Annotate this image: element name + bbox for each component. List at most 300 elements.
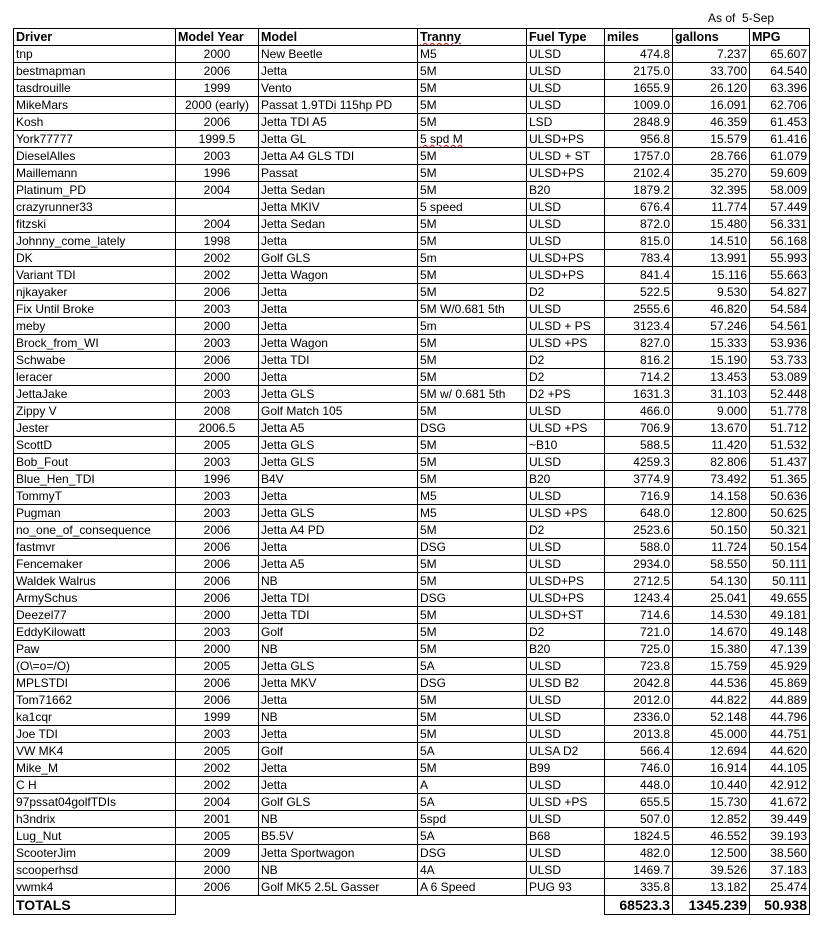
miles-cell[interactable]: 1631.3 — [605, 386, 673, 403]
driver-cell[interactable]: Brock_from_WI — [14, 335, 176, 352]
model-cell[interactable]: Jetta — [259, 777, 418, 794]
fuel-type-cell[interactable]: ~B10 — [527, 437, 605, 454]
tranny-cell[interactable]: DSG — [418, 420, 527, 437]
gallons-cell[interactable]: 26.120 — [673, 80, 750, 97]
tranny-cell[interactable]: 5M — [418, 63, 527, 80]
tranny-cell[interactable] — [418, 131, 527, 148]
model-cell[interactable]: Jetta A4 GLS TDI — [259, 148, 418, 165]
model-year-cell[interactable]: 2006 — [176, 573, 259, 590]
miles-cell[interactable]: 2523.6 — [605, 522, 673, 539]
miles-cell[interactable]: 815.0 — [605, 233, 673, 250]
model-cell[interactable]: Jetta — [259, 539, 418, 556]
totals-gallons[interactable]: 1345.239 — [673, 896, 750, 915]
driver-cell[interactable]: EddyKilowatt — [14, 624, 176, 641]
model-year-cell[interactable]: 2002 — [176, 760, 259, 777]
miles-cell[interactable]: 725.0 — [605, 641, 673, 658]
driver-cell[interactable]: Bob_Fout — [14, 454, 176, 471]
miles-cell[interactable]: 3123.4 — [605, 318, 673, 335]
gallons-cell[interactable]: 11.724 — [673, 539, 750, 556]
driver-cell[interactable]: (O\=o=/O) — [14, 658, 176, 675]
model-year-cell[interactable]: 2000 — [176, 862, 259, 879]
model-year-cell[interactable]: 2003 — [176, 505, 259, 522]
model-year-cell[interactable] — [176, 199, 259, 216]
model-cell[interactable]: NB — [259, 811, 418, 828]
fuel-type-cell[interactable]: D2 — [527, 624, 605, 641]
mpg-cell[interactable]: 45.929 — [750, 658, 810, 675]
model-year-cell[interactable]: 2002 — [176, 777, 259, 794]
model-year-cell[interactable]: 1996 — [176, 471, 259, 488]
miles-cell[interactable]: 2013.8 — [605, 726, 673, 743]
tranny-cell[interactable]: 5m — [418, 318, 527, 335]
model-year-cell[interactable]: 2003 — [176, 386, 259, 403]
col-tranny[interactable] — [418, 29, 527, 46]
gallons-cell[interactable]: 12.694 — [673, 743, 750, 760]
mpg-cell[interactable]: 55.993 — [750, 250, 810, 267]
miles-cell[interactable]: 335.8 — [605, 879, 673, 896]
tranny-cell[interactable]: 5M — [418, 471, 527, 488]
tranny-cell[interactable]: 4A — [418, 862, 527, 879]
mpg-cell[interactable]: 55.663 — [750, 267, 810, 284]
miles-cell[interactable]: 588.0 — [605, 539, 673, 556]
model-cell[interactable]: Jetta TDI — [259, 590, 418, 607]
mpg-cell[interactable]: 61.453 — [750, 114, 810, 131]
col-gallons[interactable]: gallons — [673, 29, 750, 46]
driver-cell[interactable]: fitzski — [14, 216, 176, 233]
model-cell[interactable]: Jetta — [259, 233, 418, 250]
driver-cell[interactable]: ArmySchus — [14, 590, 176, 607]
tranny-cell[interactable]: 5spd — [418, 811, 527, 828]
fuel-type-cell[interactable]: ULSD — [527, 777, 605, 794]
miles-cell[interactable]: 1879.2 — [605, 182, 673, 199]
model-year-cell[interactable]: 2006 — [176, 879, 259, 896]
model-year-cell[interactable]: 2006 — [176, 590, 259, 607]
gallons-cell[interactable]: 28.766 — [673, 148, 750, 165]
miles-cell[interactable]: 588.5 — [605, 437, 673, 454]
fuel-type-cell[interactable]: ULSD — [527, 539, 605, 556]
model-year-cell[interactable]: 1999.5 — [176, 131, 259, 148]
gallons-cell[interactable]: 46.552 — [673, 828, 750, 845]
model-year-cell[interactable]: 2000 — [176, 641, 259, 658]
driver-cell[interactable]: Tom71662 — [14, 692, 176, 709]
tranny-cell[interactable]: 5A — [418, 794, 527, 811]
gallons-cell[interactable]: 44.536 — [673, 675, 750, 692]
tranny-cell[interactable]: 5A — [418, 658, 527, 675]
tranny-cell[interactable]: 5M w/ 0.681 5th — [418, 386, 527, 403]
mpg-cell[interactable]: 53.733 — [750, 352, 810, 369]
model-year-cell[interactable]: 2002 — [176, 267, 259, 284]
model-cell[interactable]: Jetta — [259, 692, 418, 709]
mpg-cell[interactable]: 47.139 — [750, 641, 810, 658]
mpg-cell[interactable]: 54.827 — [750, 284, 810, 301]
driver-cell[interactable]: Waldek Walrus — [14, 573, 176, 590]
mpg-cell[interactable]: 50.111 — [750, 556, 810, 573]
model-year-cell[interactable]: 2006 — [176, 114, 259, 131]
tranny-cell[interactable]: 5M — [418, 216, 527, 233]
model-cell[interactable]: Jetta Sedan — [259, 182, 418, 199]
mpg-cell[interactable]: 63.396 — [750, 80, 810, 97]
gallons-cell[interactable]: 13.991 — [673, 250, 750, 267]
gallons-cell[interactable]: 15.730 — [673, 794, 750, 811]
driver-cell[interactable]: Johnny_come_lately — [14, 233, 176, 250]
gallons-cell[interactable]: 15.380 — [673, 641, 750, 658]
gallons-cell[interactable]: 57.246 — [673, 318, 750, 335]
model-cell[interactable]: Jetta — [259, 726, 418, 743]
fuel-type-cell[interactable]: PUG 93 — [527, 879, 605, 896]
model-year-cell[interactable]: 2006 — [176, 556, 259, 573]
mpg-cell[interactable]: 50.625 — [750, 505, 810, 522]
model-cell[interactable]: New Beetle — [259, 46, 418, 63]
fuel-type-cell[interactable]: ULSD+PS — [527, 250, 605, 267]
model-year-cell[interactable]: 2002 — [176, 250, 259, 267]
miles-cell[interactable]: 716.9 — [605, 488, 673, 505]
mpg-cell[interactable]: 42.912 — [750, 777, 810, 794]
driver-cell[interactable]: Deezel77 — [14, 607, 176, 624]
model-cell[interactable]: Jetta A5 — [259, 556, 418, 573]
mpg-cell[interactable]: 44.889 — [750, 692, 810, 709]
gallons-cell[interactable]: 9.530 — [673, 284, 750, 301]
model-year-cell[interactable]: 2005 — [176, 828, 259, 845]
tranny-cell[interactable]: 5M — [418, 522, 527, 539]
driver-cell[interactable]: JettaJake — [14, 386, 176, 403]
model-cell[interactable]: Jetta GLS — [259, 505, 418, 522]
tranny-cell[interactable]: 5M — [418, 437, 527, 454]
model-cell[interactable]: Jetta — [259, 760, 418, 777]
driver-cell[interactable]: fastmvr — [14, 539, 176, 556]
fuel-type-cell[interactable]: ULSD — [527, 726, 605, 743]
model-cell[interactable]: Jetta GL — [259, 131, 418, 148]
mpg-cell[interactable]: 37.183 — [750, 862, 810, 879]
driver-cell[interactable]: DieselAlles — [14, 148, 176, 165]
fuel-type-cell[interactable]: ULSD+PS — [527, 590, 605, 607]
model-year-cell[interactable]: 1998 — [176, 233, 259, 250]
gallons-cell[interactable]: 54.130 — [673, 573, 750, 590]
fuel-type-cell[interactable]: ULSD — [527, 845, 605, 862]
mpg-cell[interactable]: 56.168 — [750, 233, 810, 250]
mpg-cell[interactable]: 61.416 — [750, 131, 810, 148]
gallons-cell[interactable]: 15.579 — [673, 131, 750, 148]
driver-cell[interactable]: Paw — [14, 641, 176, 658]
tranny-cell[interactable]: A 6 Speed — [418, 879, 527, 896]
model-year-cell[interactable]: 2003 — [176, 726, 259, 743]
tranny-cell[interactable]: 5M — [418, 641, 527, 658]
fuel-type-cell[interactable]: B68 — [527, 828, 605, 845]
miles-cell[interactable]: 872.0 — [605, 216, 673, 233]
mpg-cell[interactable]: 50.321 — [750, 522, 810, 539]
miles-cell[interactable]: 714.2 — [605, 369, 673, 386]
model-cell[interactable]: Passat 1.9TDi 115hp PD — [259, 97, 418, 114]
tranny-cell[interactable]: 5M — [418, 573, 527, 590]
model-year-cell[interactable]: 2000 — [176, 46, 259, 63]
gallons-cell[interactable]: 14.530 — [673, 607, 750, 624]
miles-cell[interactable]: 1469.7 — [605, 862, 673, 879]
gallons-cell[interactable]: 45.000 — [673, 726, 750, 743]
driver-cell[interactable]: Lug_Nut — [14, 828, 176, 845]
model-cell[interactable]: Golf GLS — [259, 794, 418, 811]
model-cell[interactable]: Golf MK5 2.5L Gasser — [259, 879, 418, 896]
miles-cell[interactable]: 2042.8 — [605, 675, 673, 692]
gallons-cell[interactable]: 58.550 — [673, 556, 750, 573]
gallons-cell[interactable]: 32.395 — [673, 182, 750, 199]
model-cell[interactable]: NB — [259, 573, 418, 590]
model-year-cell[interactable]: 2003 — [176, 624, 259, 641]
model-cell[interactable]: B4V — [259, 471, 418, 488]
gallons-cell[interactable]: 9.000 — [673, 403, 750, 420]
tranny-cell[interactable]: DSG — [418, 539, 527, 556]
gallons-cell[interactable]: 15.759 — [673, 658, 750, 675]
tranny-cell[interactable]: M5 — [418, 488, 527, 505]
tranny-cell[interactable]: 5 speed — [418, 199, 527, 216]
model-year-cell[interactable]: 1996 — [176, 165, 259, 182]
model-year-cell[interactable]: 2005 — [176, 437, 259, 454]
fuel-type-cell[interactable]: ULSD — [527, 811, 605, 828]
miles-cell[interactable]: 466.0 — [605, 403, 673, 420]
miles-cell[interactable]: 2175.0 — [605, 63, 673, 80]
fuel-type-cell[interactable]: ULSD — [527, 301, 605, 318]
gallons-cell[interactable]: 82.806 — [673, 454, 750, 471]
driver-cell[interactable]: York77777 — [14, 131, 176, 148]
model-year-cell[interactable]: 2000 — [176, 318, 259, 335]
miles-cell[interactable]: 841.4 — [605, 267, 673, 284]
driver-cell[interactable]: ScottD — [14, 437, 176, 454]
model-cell[interactable]: Passat — [259, 165, 418, 182]
miles-cell[interactable]: 2102.4 — [605, 165, 673, 182]
driver-cell[interactable]: Blue_Hen_TDI — [14, 471, 176, 488]
tranny-cell[interactable]: 5M — [418, 165, 527, 182]
miles-cell[interactable]: 783.4 — [605, 250, 673, 267]
fuel-type-cell[interactable]: ULSD +PS — [527, 420, 605, 437]
tranny-cell[interactable]: 5M — [418, 454, 527, 471]
driver-cell[interactable]: Variant TDI — [14, 267, 176, 284]
model-year-cell[interactable]: 1999 — [176, 709, 259, 726]
mpg-cell[interactable]: 44.796 — [750, 709, 810, 726]
driver-cell[interactable]: Maillemann — [14, 165, 176, 182]
model-year-cell[interactable]: 2006 — [176, 522, 259, 539]
tranny-cell[interactable]: DSG — [418, 590, 527, 607]
fuel-type-cell[interactable]: ULSD — [527, 658, 605, 675]
model-cell[interactable]: Jetta TDI A5 — [259, 114, 418, 131]
mpg-cell[interactable]: 64.540 — [750, 63, 810, 80]
driver-cell[interactable]: h3ndrix — [14, 811, 176, 828]
driver-cell[interactable]: ScooterJim — [14, 845, 176, 862]
miles-cell[interactable]: 2012.0 — [605, 692, 673, 709]
model-cell[interactable]: Jetta — [259, 318, 418, 335]
model-year-cell[interactable]: 2004 — [176, 794, 259, 811]
model-cell[interactable]: Golf — [259, 743, 418, 760]
fuel-type-cell[interactable]: ULSD — [527, 692, 605, 709]
gallons-cell[interactable]: 16.091 — [673, 97, 750, 114]
model-year-cell[interactable]: 1999 — [176, 80, 259, 97]
model-cell[interactable]: Jetta TDI — [259, 607, 418, 624]
model-cell[interactable]: Jetta MKIV — [259, 199, 418, 216]
mpg-cell[interactable]: 57.449 — [750, 199, 810, 216]
gallons-cell[interactable]: 31.103 — [673, 386, 750, 403]
fuel-type-cell[interactable]: ULSD — [527, 403, 605, 420]
tranny-cell[interactable]: 5M — [418, 624, 527, 641]
tranny-cell[interactable]: 5M — [418, 692, 527, 709]
driver-cell[interactable]: DK — [14, 250, 176, 267]
miles-cell[interactable]: 2848.9 — [605, 114, 673, 131]
model-year-cell[interactable]: 2006 — [176, 675, 259, 692]
tranny-cell[interactable]: 5M — [418, 726, 527, 743]
tranny-cell[interactable]: 5M — [418, 760, 527, 777]
fuel-type-cell[interactable]: ULSD — [527, 46, 605, 63]
model-year-cell[interactable]: 2005 — [176, 743, 259, 760]
mpg-cell[interactable]: 54.584 — [750, 301, 810, 318]
totals-mpg[interactable]: 50.938 — [750, 896, 810, 915]
miles-cell[interactable]: 1757.0 — [605, 148, 673, 165]
model-cell[interactable]: Jetta — [259, 284, 418, 301]
mpg-cell[interactable]: 54.561 — [750, 318, 810, 335]
fuel-type-cell[interactable]: ULSD + PS — [527, 318, 605, 335]
gallons-cell[interactable]: 12.500 — [673, 845, 750, 862]
model-cell[interactable]: Jetta Sportwagon — [259, 845, 418, 862]
driver-cell[interactable]: 97pssat04golfTDIs — [14, 794, 176, 811]
miles-cell[interactable]: 2934.0 — [605, 556, 673, 573]
mpg-cell[interactable]: 39.449 — [750, 811, 810, 828]
driver-cell[interactable]: scooperhsd — [14, 862, 176, 879]
gallons-cell[interactable]: 7.237 — [673, 46, 750, 63]
mpg-cell[interactable]: 38.560 — [750, 845, 810, 862]
model-cell[interactable]: Golf — [259, 624, 418, 641]
fuel-type-cell[interactable]: ULSD — [527, 80, 605, 97]
fuel-type-cell[interactable]: B99 — [527, 760, 605, 777]
fuel-type-cell[interactable]: ULSD+ST — [527, 607, 605, 624]
tranny-cell[interactable]: M5 — [418, 46, 527, 63]
model-cell[interactable]: Jetta A5 — [259, 420, 418, 437]
driver-cell[interactable]: vwmk4 — [14, 879, 176, 896]
gallons-cell[interactable]: 10.440 — [673, 777, 750, 794]
miles-cell[interactable]: 714.6 — [605, 607, 673, 624]
mpg-cell[interactable]: 44.620 — [750, 743, 810, 760]
model-year-cell[interactable]: 2001 — [176, 811, 259, 828]
gallons-cell[interactable]: 35.270 — [673, 165, 750, 182]
driver-cell[interactable]: crazyrunner33 — [14, 199, 176, 216]
model-cell[interactable]: Jetta GLS — [259, 386, 418, 403]
tranny-cell[interactable]: 5M — [418, 97, 527, 114]
miles-cell[interactable]: 1243.4 — [605, 590, 673, 607]
model-cell[interactable]: Jetta Sedan — [259, 216, 418, 233]
mpg-cell[interactable]: 56.331 — [750, 216, 810, 233]
miles-cell[interactable]: 3774.9 — [605, 471, 673, 488]
model-year-cell[interactable]: 2006 — [176, 539, 259, 556]
driver-cell[interactable]: meby — [14, 318, 176, 335]
miles-cell[interactable]: 448.0 — [605, 777, 673, 794]
mpg-cell[interactable]: 41.672 — [750, 794, 810, 811]
gallons-cell[interactable]: 16.914 — [673, 760, 750, 777]
model-year-cell[interactable]: 2006 — [176, 63, 259, 80]
miles-cell[interactable]: 1655.9 — [605, 80, 673, 97]
model-cell[interactable]: B5.5V — [259, 828, 418, 845]
tranny-cell[interactable]: 5M — [418, 369, 527, 386]
col-model[interactable]: Model — [259, 29, 418, 46]
fuel-type-cell[interactable]: ULSD — [527, 97, 605, 114]
miles-cell[interactable]: 522.5 — [605, 284, 673, 301]
model-cell[interactable]: Golf GLS — [259, 250, 418, 267]
miles-cell[interactable]: 2336.0 — [605, 709, 673, 726]
miles-cell[interactable]: 827.0 — [605, 335, 673, 352]
miles-cell[interactable]: 1824.5 — [605, 828, 673, 845]
gallons-cell[interactable]: 52.148 — [673, 709, 750, 726]
gallons-cell[interactable]: 15.480 — [673, 216, 750, 233]
model-year-cell[interactable]: 2003 — [176, 301, 259, 318]
miles-cell[interactable]: 2712.5 — [605, 573, 673, 590]
mpg-cell[interactable]: 58.009 — [750, 182, 810, 199]
fuel-type-cell[interactable]: ULSD+PS — [527, 573, 605, 590]
gallons-cell[interactable]: 25.041 — [673, 590, 750, 607]
miles-cell[interactable]: 566.4 — [605, 743, 673, 760]
driver-cell[interactable]: Schwabe — [14, 352, 176, 369]
fuel-type-cell[interactable]: B20 — [527, 471, 605, 488]
gallons-cell[interactable]: 13.670 — [673, 420, 750, 437]
gallons-cell[interactable]: 15.116 — [673, 267, 750, 284]
tranny-cell[interactable]: 5M — [418, 607, 527, 624]
model-year-cell[interactable]: 2003 — [176, 148, 259, 165]
mpg-cell[interactable]: 53.936 — [750, 335, 810, 352]
col-driver[interactable]: Driver — [14, 29, 176, 46]
fuel-type-cell[interactable]: ULSD — [527, 488, 605, 505]
gallons-cell[interactable]: 33.700 — [673, 63, 750, 80]
totals-label[interactable]: TOTALS — [14, 896, 176, 915]
model-year-cell[interactable]: 2003 — [176, 335, 259, 352]
tranny-cell[interactable]: 5M W/0.681 5th — [418, 301, 527, 318]
fuel-type-cell[interactable]: B20 — [527, 182, 605, 199]
driver-cell[interactable]: bestmapman — [14, 63, 176, 80]
model-cell[interactable]: Jetta GLS — [259, 454, 418, 471]
miles-cell[interactable]: 706.9 — [605, 420, 673, 437]
driver-cell[interactable]: TommyT — [14, 488, 176, 505]
driver-cell[interactable]: Mike_M — [14, 760, 176, 777]
model-cell[interactable]: Jetta Wagon — [259, 335, 418, 352]
mpg-cell[interactable]: 65.607 — [750, 46, 810, 63]
miles-cell[interactable]: 2555.6 — [605, 301, 673, 318]
tranny-cell[interactable]: 5M — [418, 114, 527, 131]
model-cell[interactable]: Golf Match 105 — [259, 403, 418, 420]
mpg-cell[interactable]: 51.532 — [750, 437, 810, 454]
mpg-cell[interactable]: 49.655 — [750, 590, 810, 607]
fuel-type-cell[interactable]: ULSD+PS — [527, 131, 605, 148]
driver-cell[interactable]: Zippy V — [14, 403, 176, 420]
model-year-cell[interactable]: 2006.5 — [176, 420, 259, 437]
model-year-cell[interactable]: 2000 — [176, 607, 259, 624]
tranny-cell[interactable]: 5A — [418, 743, 527, 760]
mpg-cell[interactable]: 51.437 — [750, 454, 810, 471]
driver-cell[interactable]: Platinum_PD — [14, 182, 176, 199]
totals-miles[interactable]: 68523.3 — [605, 896, 673, 915]
tranny-cell[interactable]: 5M — [418, 267, 527, 284]
driver-cell[interactable]: tnp — [14, 46, 176, 63]
fuel-type-cell[interactable]: ULSD — [527, 63, 605, 80]
miles-cell[interactable]: 721.0 — [605, 624, 673, 641]
model-cell[interactable]: Jetta GLS — [259, 437, 418, 454]
tranny-cell[interactable]: DSG — [418, 845, 527, 862]
gallons-cell[interactable]: 11.774 — [673, 199, 750, 216]
mpg-cell[interactable]: 44.751 — [750, 726, 810, 743]
model-year-cell[interactable]: 2000 (early) — [176, 97, 259, 114]
tranny-cell[interactable]: 5M — [418, 284, 527, 301]
tranny-cell[interactable]: DSG — [418, 675, 527, 692]
fuel-type-cell[interactable]: ULSD — [527, 199, 605, 216]
miles-cell[interactable]: 956.8 — [605, 131, 673, 148]
fuel-type-cell[interactable]: D2 — [527, 352, 605, 369]
fuel-type-cell[interactable]: ULSD — [527, 233, 605, 250]
driver-cell[interactable]: Pugman — [14, 505, 176, 522]
fuel-type-cell[interactable]: ULSD+PS — [527, 267, 605, 284]
miles-cell[interactable]: 746.0 — [605, 760, 673, 777]
gallons-cell[interactable]: 46.820 — [673, 301, 750, 318]
col-miles[interactable]: miles — [605, 29, 673, 46]
mpg-cell[interactable]: 53.089 — [750, 369, 810, 386]
gallons-cell[interactable]: 13.182 — [673, 879, 750, 896]
